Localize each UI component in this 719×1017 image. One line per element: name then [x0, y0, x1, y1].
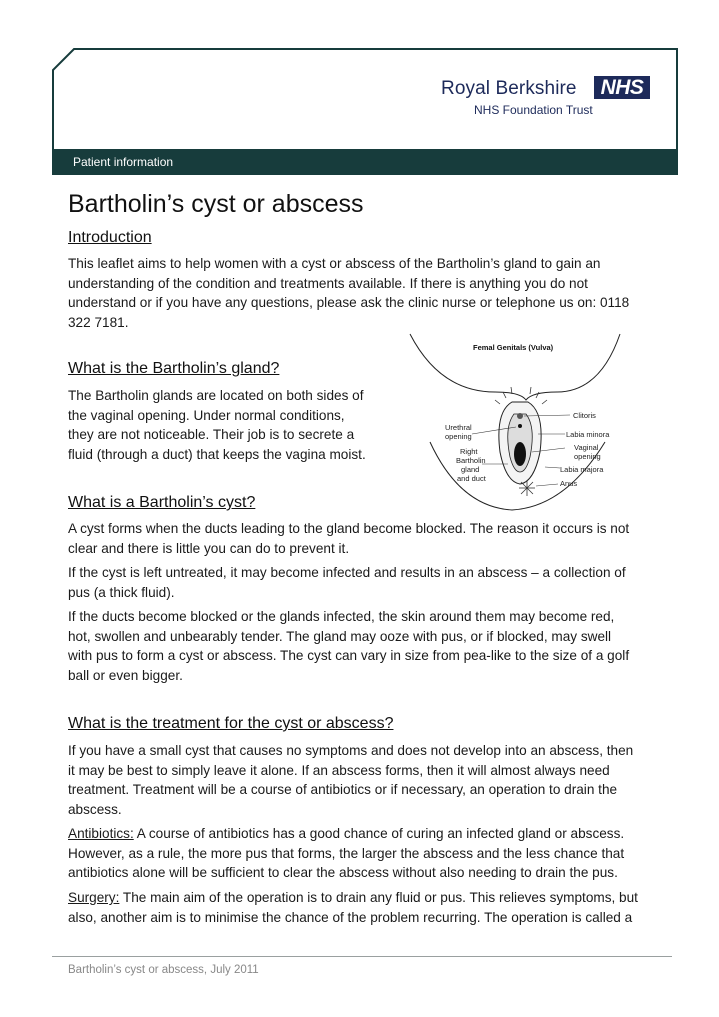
text-line: fluid (through a duct) that keeps the vagina moist. [68, 447, 366, 463]
page-title: Bartholin’s cyst or abscess [68, 190, 364, 218]
label-gland: gland [461, 465, 480, 474]
text-line: pus (a thick fluid). [68, 584, 175, 600]
text-line: The Bartholin glands are located on both sides of [68, 388, 364, 403]
text-line: If the cyst is left untreated, it may become infected and results in an abscess – a collection of [68, 565, 626, 580]
text-line: it may be best to simply leave it alone. If an abscess forms, then it will almost always need [68, 762, 610, 778]
text-line: This leaflet aims to help women with a cyst or abscess of the Bartholin’s gland to gain an [68, 256, 601, 271]
gland-paragraph [68, 386, 366, 465]
figure-title: Femal Genitals (Vulva) [473, 343, 554, 352]
text-line: with pus to form a cyst or abscess. The cyst can vary in size from pea-like to the size of a golf [68, 648, 630, 664]
label-clitoris: Clitoris [573, 411, 596, 420]
text-line: clear and there is little you can do to prevent it. [68, 540, 350, 556]
text-line: A cyst forms when the ducts leading to the gland become blocked. The reason it occurs is not [68, 521, 630, 536]
text-line: understand or if you have any questions, please ask the clinic nurse or telephone us on: 0118 [68, 295, 630, 311]
org-name: Royal Berkshire [441, 78, 577, 99]
label-vaginal-opening: opening [574, 452, 601, 461]
text-line [68, 888, 638, 908]
clitoris-shape [517, 413, 523, 419]
label-labia-majora: Labia majora [560, 465, 604, 474]
cyst-paragraph-3 [68, 607, 629, 686]
text-line: treatment. Treatment will be a course of antibiotics or if necessary, an operation to drain the [68, 782, 618, 798]
text-line: understanding of the condition and treatments available. If there is anything you do not [68, 275, 588, 291]
text-line: antibiotics alone will be sufficient to clear the abscess without also needing to drain the pus. [68, 865, 618, 881]
treatment-paragraph-1 [68, 741, 633, 820]
text-line: ball or even bigger. [68, 668, 183, 684]
surgery-first-line: The main aim of the operation is to drain any fluid or pus. This relieves symptoms, but [119, 890, 638, 905]
label-and-duct: and duct [457, 474, 486, 483]
vaginal-opening-shape [514, 442, 526, 466]
text-line [68, 824, 624, 844]
intro-paragraph [68, 254, 629, 333]
text-line: abscess. [68, 802, 122, 818]
text-line: hot, swollen and unbearably tender. The gland may ooze with pus, or if blocked, may swell [68, 628, 612, 644]
treatment-heading: What is the treatment for the cyst or abscess? [68, 715, 394, 732]
text-line: However, as a rule, the more pus that forms, the larger the abscess and the less chance that [68, 845, 625, 861]
nhs-logo: NHS [594, 76, 650, 99]
label-vaginal: Vaginal [574, 443, 599, 452]
cyst-heading: What is a Bartholin’s cyst? [68, 494, 256, 511]
org-subtitle: NHS Foundation Trust [474, 103, 593, 117]
gland-heading: What is the Bartholin’s gland? [68, 360, 280, 377]
text-line: also, another aim is to minimise the chance of the problem recurring. The operation is called a [68, 909, 633, 925]
label-labia-minora: Labia minora [566, 430, 610, 439]
surgery-paragraph [68, 888, 638, 927]
surgery-label: Surgery: [68, 890, 120, 905]
footer-divider [52, 956, 672, 957]
footer-text: Bartholin’s cyst or abscess, July 2011 [68, 964, 259, 976]
label-anus: Anus [560, 479, 578, 488]
antibiotics-label: Antibiotics: [68, 826, 134, 841]
cyst-paragraph-1 [68, 519, 629, 558]
antibiotics-paragraph [68, 824, 624, 883]
urethral-opening-shape [518, 424, 522, 428]
intro-heading: Introduction [68, 229, 152, 246]
cyst-paragraph-2 [68, 563, 626, 602]
label-right: Right [460, 447, 478, 456]
text-line: If the ducts become blocked or the glands infected, the skin around them may become red, [68, 609, 615, 624]
text-line: If you have a small cyst that causes no symptoms and does not develop into an abscess, then [68, 743, 634, 758]
label-bartholin: Bartholin [456, 456, 486, 465]
band-label: Patient information [73, 155, 174, 169]
vulva-diagram-svg [400, 332, 622, 514]
text-line: 322 7181. [68, 315, 129, 331]
text-line: they are not noticeable. Their job is to secrete a [68, 427, 355, 443]
antibiotics-first-line: A course of antibiotics has a good chance of curing an infected gland or abscess. [133, 826, 625, 841]
vulva-diagram [400, 332, 622, 514]
label-urethral: Urethral [445, 423, 472, 432]
anus-shape [519, 480, 535, 496]
text-line: the vaginal opening. Under normal conditions, [68, 407, 345, 423]
label-urethral-opening: opening [445, 432, 472, 441]
